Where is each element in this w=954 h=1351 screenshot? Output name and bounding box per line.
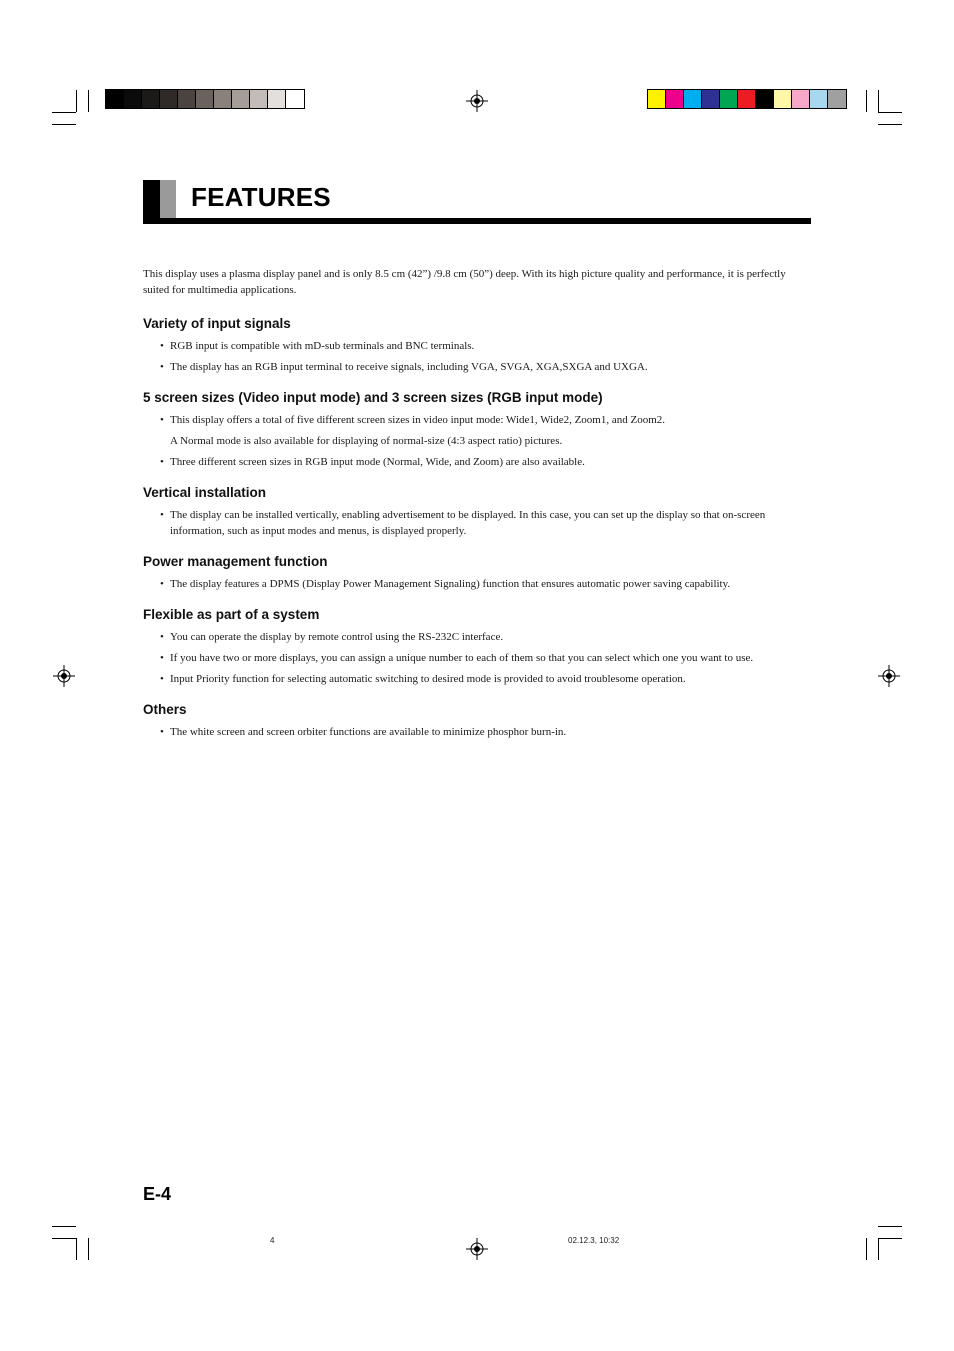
bullet-icon: • <box>160 456 164 468</box>
crop-mark <box>76 90 77 112</box>
registration-mark-icon <box>466 90 488 112</box>
crop-mark <box>878 124 902 125</box>
color-swatch <box>738 90 756 108</box>
list-item: • If you have two or more displays, you can assign a unique number to each of them so that you can select which one you want to use. <box>160 652 754 664</box>
crop-mark <box>88 90 89 112</box>
color-swatch <box>648 90 666 108</box>
crop-mark <box>878 90 879 112</box>
title-rule <box>143 218 811 224</box>
section <box>143 553 811 592</box>
bullet-icon: • <box>160 340 164 352</box>
bullet-icon: • <box>160 726 164 738</box>
page-title: FEATURES <box>191 182 331 212</box>
bullet-icon: • <box>160 361 164 373</box>
list-item: • You can operate the display by remote control using the RS-232C interface. <box>160 631 504 643</box>
list-item: • The display features a DPMS (Display Power Management Signaling) function that ensures automatic power saving capability. <box>160 578 731 590</box>
section-heading: Power management function <box>143 554 328 569</box>
color-swatch <box>106 90 124 108</box>
list-item: • The display has an RGB input terminal to receive signals, including VGA, SVGA, XGA,SXGA and UXGA. <box>160 361 648 373</box>
list-item: • This display offers a total of five different screen sizes in video input mode: Wide1, Wide2, Zoom1, and Zoom2. <box>160 414 666 426</box>
bullet-icon: • <box>160 509 164 521</box>
page-number: E-4 <box>143 1184 172 1204</box>
crop-mark <box>52 1238 76 1239</box>
section-heading: Flexible as part of a system <box>143 607 320 622</box>
crop-mark <box>878 112 902 113</box>
bullet-list <box>143 507 811 539</box>
color-swatch <box>178 90 196 108</box>
bullet-list <box>143 629 811 687</box>
list-item: • The white screen and screen orbiter functions are available to minimize phosphor burn-in. <box>160 726 567 738</box>
crop-mark <box>866 1238 867 1260</box>
crop-mark <box>866 90 867 112</box>
intro-paragraph: This display uses a plasma display panel and is only 8.5 cm (42”) /9.8 cm (50”) deep. With its high picture quality and performance, it is perfectly suited for multimedia applications. <box>143 268 786 296</box>
color-swatch <box>268 90 286 108</box>
page-title-banner <box>143 180 811 224</box>
color-swatch <box>756 90 774 108</box>
section-heading: Variety of input signals <box>143 316 291 331</box>
crop-mark <box>88 1238 89 1260</box>
color-swatch <box>828 90 846 108</box>
color-swatch <box>684 90 702 108</box>
list-item: • RGB input is compatible with mD-sub terminals and BNC terminals. <box>160 340 475 352</box>
bullet-icon: • <box>160 673 164 685</box>
list-item-continuation: A Normal mode is also available for displaying of normal-size (4:3 aspect ratio) pictures. <box>170 435 563 447</box>
footer-timestamp: 02.12.3, 10:32 <box>568 1236 620 1245</box>
bullet-list <box>143 576 811 592</box>
bullet-list <box>143 724 811 740</box>
crop-mark <box>878 1238 879 1260</box>
color-swatch <box>196 90 214 108</box>
list-item: • Input Priority function for selecting automatic switching to desired mode is provided to avoid troublesome operation. <box>160 673 686 685</box>
color-swatch <box>124 90 142 108</box>
registration-mark-icon <box>878 665 900 687</box>
color-swatch <box>810 90 828 108</box>
color-swatch <box>792 90 810 108</box>
color-swatch <box>774 90 792 108</box>
color-swatch <box>160 90 178 108</box>
section-heading: 5 screen sizes (Video input mode) and 3 screen sizes (RGB input mode) <box>143 390 603 405</box>
grayscale-color-bar <box>105 89 305 109</box>
crop-mark <box>878 1226 902 1227</box>
crop-mark <box>52 124 76 125</box>
color-swatch <box>666 90 684 108</box>
section-heading: Vertical installation <box>143 485 267 500</box>
bullet-list <box>143 412 811 470</box>
color-swatch <box>286 90 304 108</box>
section <box>143 484 811 539</box>
registration-mark-icon <box>466 1238 488 1260</box>
crop-mark <box>878 1238 902 1239</box>
bullet-icon: • <box>160 652 164 664</box>
bullet-icon: • <box>160 578 164 590</box>
color-swatch <box>702 90 720 108</box>
crop-mark <box>52 112 76 113</box>
color-swatch <box>250 90 268 108</box>
section <box>143 701 811 740</box>
section-heading: Others <box>143 702 187 717</box>
registration-mark-icon <box>53 665 75 687</box>
color-swatch <box>720 90 738 108</box>
section <box>143 389 811 470</box>
section <box>143 315 811 375</box>
document-body <box>143 266 811 754</box>
color-swatch <box>214 90 232 108</box>
bullet-list <box>143 338 811 375</box>
crop-mark <box>52 1226 76 1227</box>
list-item: • Three different screen sizes in RGB input mode (Normal, Wide, and Zoom) are also available. <box>160 456 585 468</box>
bullet-icon: • <box>160 414 164 426</box>
crop-mark <box>76 1238 77 1260</box>
process-color-bar <box>647 89 847 109</box>
section <box>143 606 811 687</box>
list-item: • The display can be installed vertically, enabling advertisement to be displayed. In this case, you can set up the display so that on-screen information, such as input modes and menus, is displayed properly. <box>160 509 766 537</box>
footer-sheet-number: 4 <box>270 1236 275 1245</box>
color-swatch <box>142 90 160 108</box>
title-accent-bar <box>160 180 176 218</box>
color-swatch <box>232 90 250 108</box>
bullet-icon: • <box>160 631 164 643</box>
